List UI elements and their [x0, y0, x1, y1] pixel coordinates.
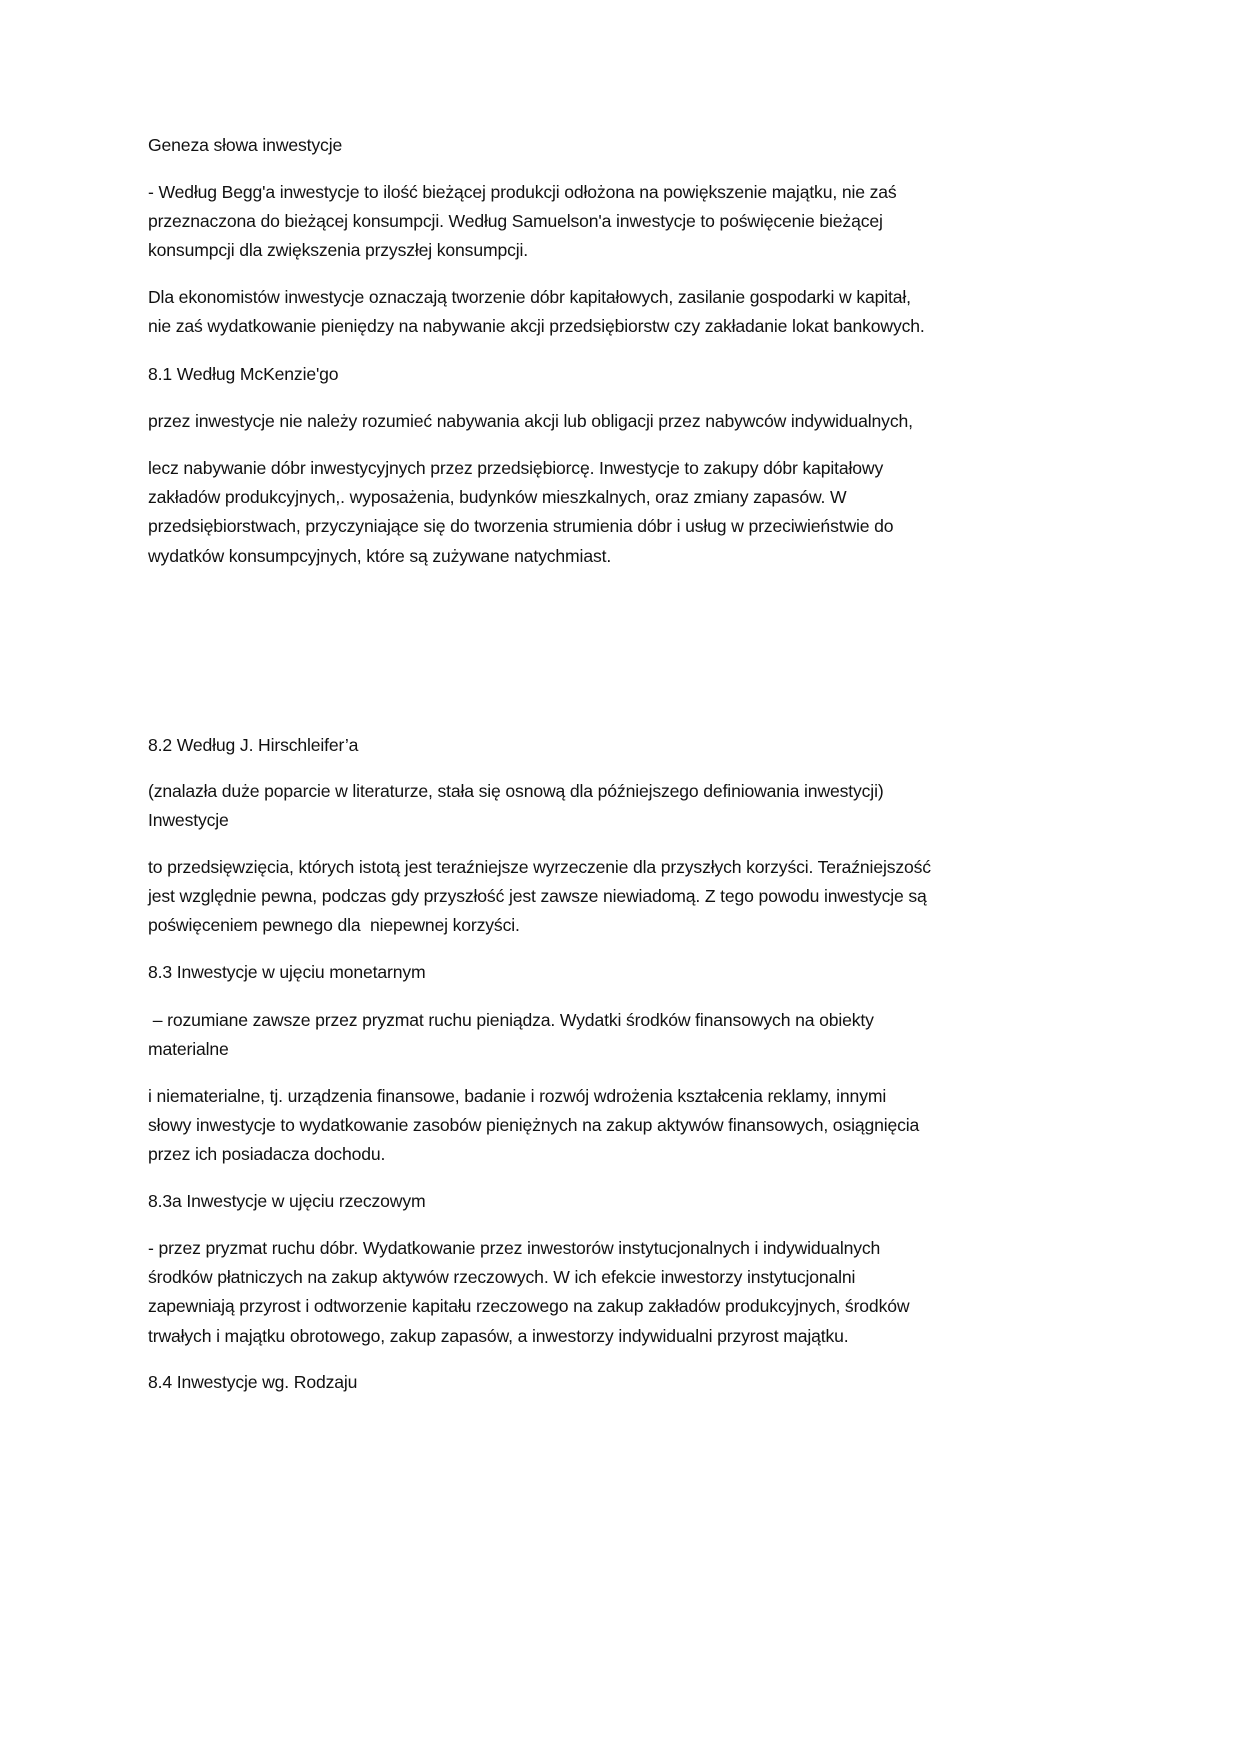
text-line: i niematerialne, tj. urządzenia finansowe, badanie i rozwój wdrożenia kształcenia reklamy, innymi — [148, 1086, 887, 1106]
text-line: środków płatniczych na zakup aktywów rzeczowych. W ich efekcie inwestorzy instytucjonalni — [148, 1267, 856, 1288]
text-line: 8.1 Według McKenzie'go — [148, 364, 339, 384]
text-line: to przedsięwzięcia, których istotą jest teraźniejsze wyrzeczenie dla przyszłych korzyści. Teraźniejszość — [148, 857, 931, 877]
heading-h82 — [148, 731, 1108, 760]
text-line: 8.4 Inwestycje wg. Rodzaju — [148, 1372, 358, 1392]
text-line: trwałych i majątku obrotowego, zakup zapasów, a inwestorzy indywidualni przyrost majątku. — [148, 1325, 849, 1346]
heading-h81 — [148, 360, 1108, 389]
text-line: wydatków konsumpcyjnych, które są zużywane natychmiast. — [148, 545, 612, 566]
text-line: Geneza słowa inwestycje — [148, 135, 343, 155]
paragraph-ekonomisci — [148, 283, 1108, 341]
text-line: przez inwestycje nie należy rozumieć nabywania akcji lub obligacji przez nabywców indywidualnych, — [148, 411, 913, 431]
text-line: materialne — [148, 1039, 229, 1060]
paragraph-monet1 — [148, 1006, 1108, 1064]
text-line: 8.3 Inwestycje w ujęciu monetarnym — [148, 962, 426, 982]
text-line: lecz nabywanie dóbr inwestycyjnych przez przedsiębiorcę. Inwestycje to zakupy dóbr kapitałowy — [148, 458, 884, 478]
text-line: Dla ekonomistów inwestycje oznaczają tworzenie dóbr kapitałowych, zasilanie gospodarki w kapitał, — [148, 287, 911, 307]
paragraph-begg — [148, 178, 1108, 266]
text-line: zapewniają przyrost i odtworzenie kapitału rzeczowego na zakup zakładów produkcyjnych, środków — [148, 1296, 910, 1317]
text-line: przeznaczona do bieżącej konsumpcji. Według Samuelson'a inwestycje to poświęcenie bieżącej — [148, 211, 883, 232]
paragraph-mckenzie2 — [148, 454, 1108, 571]
heading-hirsch2 — [148, 853, 1108, 941]
text-line: - Według Begg'a inwestycje to ilość bieżącej produkcji odłożona na powiększenie majątku, nie zaś — [148, 182, 897, 202]
text-line: – rozumiane zawsze przez pryzmat ruchu pieniądza. Wydatki środków finansowych na obiekty — [148, 1010, 874, 1030]
heading-hirsch1 — [148, 777, 1108, 835]
paragraph-rzecz — [148, 1234, 1108, 1351]
text-line: 8.2 Według J. Hirschleifer’a — [148, 735, 359, 755]
text-line: przez ich posiadacza dochodu. — [148, 1144, 386, 1165]
heading-h84 — [148, 1368, 1108, 1397]
text-line: zakładów produkcyjnych,. wyposażenia, budynków mieszkalnych, oraz zmiany zapasów. W — [148, 487, 847, 508]
paragraph-mckenzie1 — [148, 407, 1108, 436]
paragraph-monet2 — [148, 1082, 1108, 1170]
text-line: poświęceniem pewnego dla niepewnej korzyści. — [148, 915, 520, 936]
text-line: - przez pryzmat ruchu dóbr. Wydatkowanie przez inwestorów instytucjonalnych i indywidualnych — [148, 1238, 881, 1258]
text-line: jest względnie pewna, podczas gdy przyszłość jest zawsze niewiadomą. Z tego powodu inwestycje są — [148, 886, 927, 907]
heading-title — [148, 131, 1108, 160]
heading-h83 — [148, 958, 1108, 987]
text-line: nie zaś wydatkowanie pieniędzy na nabywanie akcji przedsiębiorstw czy zakładanie lokat bankowych. — [148, 316, 925, 337]
text-line: konsumpcji dla zwiększenia przyszłej konsumpcji. — [148, 240, 529, 261]
heading-h83a — [148, 1187, 1108, 1216]
text-line: słowy inwestycje to wydatkowanie zasobów pieniężnych na zakup aktywów finansowych, osiągnięcia — [148, 1115, 920, 1136]
text-line: Inwestycje — [148, 810, 229, 831]
text-line: przedsiębiorstwach, przyczyniające się do tworzenia strumienia dóbr i usług w przeciwieństwie do — [148, 516, 894, 537]
text-line: (znalazła duże poparcie w literaturze, stała się osnową dla późniejszego definiowania inwestycji) — [148, 781, 884, 801]
text-line: 8.3a Inwestycje w ujęciu rzeczowym — [148, 1191, 426, 1211]
